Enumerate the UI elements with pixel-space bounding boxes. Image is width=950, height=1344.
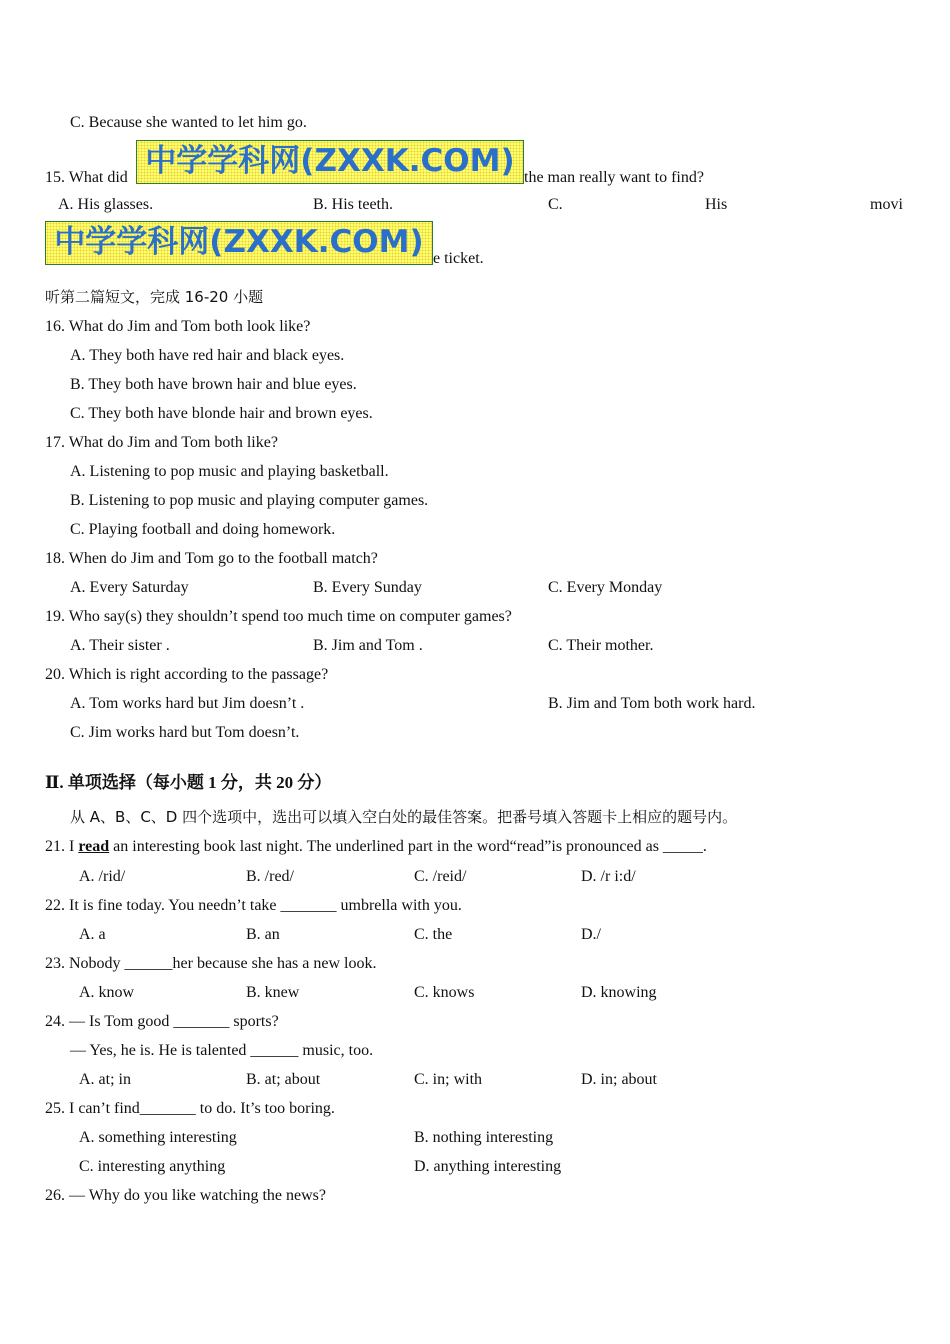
q15-option-c-tail: e ticket. xyxy=(433,250,484,267)
q21-stem-end: an interesting book last night. The underlined part in the word“read”is pronounced as _____. xyxy=(113,838,707,855)
section-2-instructions: 从 A、B、C、D 四个选项中，选出可以填入空白处的最佳答案。把番号填入答题卡上相应的题号内。 xyxy=(70,808,738,826)
q18-stem: 18. When do Jim and Tom go to the football match? xyxy=(45,550,378,567)
q19-option-b: B. Jim and Tom . xyxy=(313,637,423,654)
q23-option-b: B. knew xyxy=(246,984,300,1001)
q17-option-c: C. Playing football and doing homework. xyxy=(70,521,336,538)
q18-option-c: C. Every Monday xyxy=(548,579,663,596)
q22-stem: 22. It is fine today. You needn’t take _______ umbrella with you. xyxy=(45,897,462,914)
q20-option-b: B. Jim and Tom both work hard. xyxy=(548,695,756,712)
q22-option-a: A. a xyxy=(79,926,106,943)
q21-option-a: A. /rid/ xyxy=(79,868,126,885)
section-2-title: Ⅱ. 单项选择（每小题 1 分，共 20 分） xyxy=(45,773,332,792)
part2-intro: 听第二篇短文，完成 16-20 小题 xyxy=(45,288,264,306)
q18-option-b: B. Every Sunday xyxy=(313,579,422,596)
q21-option-c: C. /reid/ xyxy=(414,868,467,885)
q25-option-c: C. interesting anything xyxy=(79,1158,226,1175)
watermark-banner xyxy=(136,140,524,184)
q24-stem: 24. — Is Tom good _______ sports? xyxy=(45,1013,279,1030)
q21-stem-start: 21. I xyxy=(45,838,75,855)
q15-option-c-word2: movi xyxy=(870,196,903,213)
q21-option-b: B. /red/ xyxy=(246,868,294,885)
q17-stem: 17. What do Jim and Tom both like? xyxy=(45,434,278,451)
q16-option-b: B. They both have brown hair and blue eyes. xyxy=(70,376,357,393)
q25-stem: 25. I can’t find_______ to do. It’s too boring. xyxy=(45,1100,335,1117)
q16-stem: 16. What do Jim and Tom both look like? xyxy=(45,318,311,335)
q17-option-a: A. Listening to pop music and playing basketball. xyxy=(70,463,389,480)
q18-option-a: A. Every Saturday xyxy=(70,579,189,596)
q23-option-d: D. knowing xyxy=(581,984,657,1001)
q16-option-c: C. They both have blonde hair and brown eyes. xyxy=(70,405,373,422)
q24-option-a: A. at; in xyxy=(79,1071,131,1088)
q21-stem xyxy=(45,837,707,857)
q19-option-a: A. Their sister . xyxy=(70,637,170,654)
q23-option-a: A. know xyxy=(79,984,135,1001)
q25-option-d: D. anything interesting xyxy=(414,1158,562,1175)
q24-stem-reply: — Yes, he is. He is talented ______ music, too. xyxy=(70,1042,374,1059)
q16-option-a: A. They both have red hair and black eyes. xyxy=(70,347,345,364)
watermark-text: 中学学科网(ZXXK.COM) xyxy=(145,143,515,179)
q15-option-a: A. His glasses. xyxy=(58,196,154,213)
watermark-text: 中学学科网(ZXXK.COM) xyxy=(54,224,424,260)
q15-stem-start: 15. What did xyxy=(45,169,128,186)
q24-option-d: D. in; about xyxy=(581,1071,657,1088)
watermark-banner-2 xyxy=(45,221,433,265)
q22-option-b: B. an xyxy=(246,926,280,943)
q20-option-a: A. Tom works hard but Jim doesn’t . xyxy=(70,695,305,712)
q26-stem: 26. — Why do you like watching the news? xyxy=(45,1187,326,1204)
q25-option-a: A. something interesting xyxy=(79,1129,237,1146)
q25-option-b: B. nothing interesting xyxy=(414,1129,554,1146)
q20-option-c: C. Jim works hard but Tom doesn’t. xyxy=(70,724,300,741)
q24-option-c: C. in; with xyxy=(414,1071,483,1088)
q15-stem-end: the man really want to find? xyxy=(524,169,704,186)
q19-stem: 19. Who say(s) they shouldn’t spend too much time on computer games? xyxy=(45,608,512,625)
q15-option-c-word1: His xyxy=(705,196,728,213)
q21-option-d: D. /r i:d/ xyxy=(581,868,636,885)
q23-option-c: C. knows xyxy=(414,984,475,1001)
q22-option-c: C. the xyxy=(414,926,453,943)
q22-option-d: D./ xyxy=(581,926,601,943)
q24-option-b: B. at; about xyxy=(246,1071,321,1088)
q15-option-c-label: C. xyxy=(548,196,563,213)
q23-stem: 23. Nobody ______her because she has a new look. xyxy=(45,955,377,972)
q15-option-b: B. His teeth. xyxy=(313,196,393,213)
q19-option-c: C. Their mother. xyxy=(548,637,654,654)
q20-stem: 20. Which is right according to the passage? xyxy=(45,666,329,683)
q17-option-b: B. Listening to pop music and playing computer games. xyxy=(70,492,429,509)
q21-underlined-word: read xyxy=(78,838,110,855)
q14-option-c: C. Because she wanted to let him go. xyxy=(70,114,307,131)
